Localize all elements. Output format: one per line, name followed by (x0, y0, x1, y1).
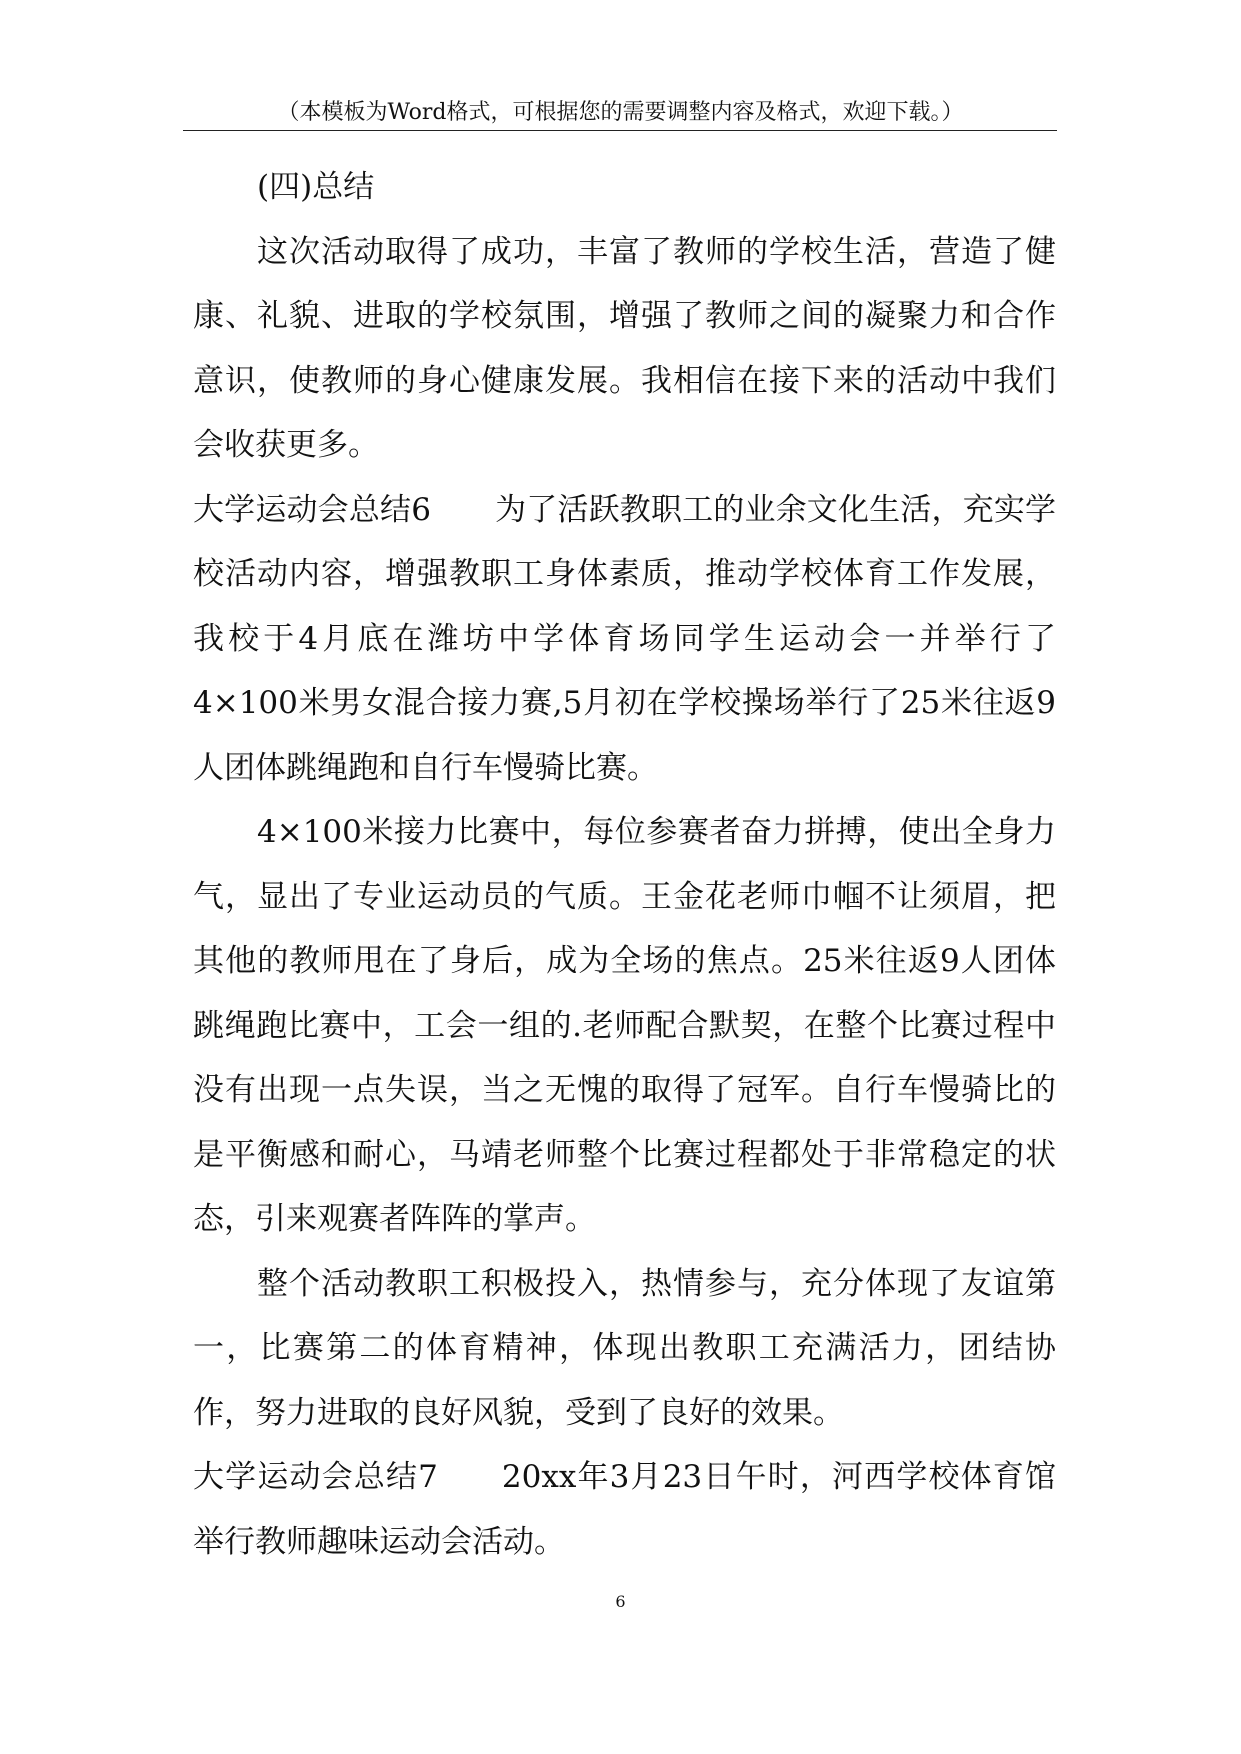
page-number: 6 (615, 1592, 626, 1611)
relay-paragraph: 4×100米接力比赛中，每位参赛者奋力拼搏，使出全身力气，显出了专业运动员的气质。王金花老师巾帼不让须眉，把其他的教师甩在了身后，成为全场的焦点。25米往返9人团体跳绳跑比赛中，工会一组的.老师配合默契，在整个比赛过程中没有出现一点失误，当之无愧的取得了冠军。自行车慢骑比的是平衡感和耐心，马靖老师整个比赛过程都处于非常稳定的状态，引来观赛者阵阵的掌声。 (193, 814, 1056, 1237)
conclusion-paragraph: 整个活动教职工积极投入，热情参与，充分体现了友谊第一，比赛第二的体育精神，体现出教职工充满活力，团结协作，努力进取的良好风貌，受到了良好的效果。 (193, 1265, 1056, 1431)
summary-6-title: 大学运动会总结6 (193, 491, 431, 528)
section-heading: (四)总结 (257, 169, 375, 205)
summary-paragraph: 这次活动取得了成功，丰富了教师的学校生活，营造了健康、礼貌、进取的学校氛围，增强了教师之间的凝聚力和合作意识，使教师的身心健康发展。我相信在接下来的活动中我们会收获更多。 (193, 233, 1056, 463)
summary-6-paragraph (193, 478, 1056, 801)
template-note-header: （本模板为Word格式，可根据您的需要调整内容及格式，欢迎下载。） (277, 100, 964, 125)
summary-7-text: 20xx年3月23日午时，河西学校体育馆举行教师趣味运动会活动。 (193, 1459, 1056, 1560)
header-divider (183, 130, 1057, 131)
summary-7-paragraph (193, 1445, 1056, 1574)
summary-7-title: 大学运动会总结7 (193, 1459, 438, 1495)
summary-6-text: 为了活跃教职工的业余文化生活，充实学校活动内容，增强教职工身体素质，推动学校体育工作发展，我校于4月底在潍坊中学体育场同学生运动会一并举行了4×100米男女混合接力赛,5月初在学校操场举行了25米往返9人团体跳绳跑和自行车慢骑比赛。 (193, 491, 1056, 786)
document-body (193, 155, 1056, 1574)
